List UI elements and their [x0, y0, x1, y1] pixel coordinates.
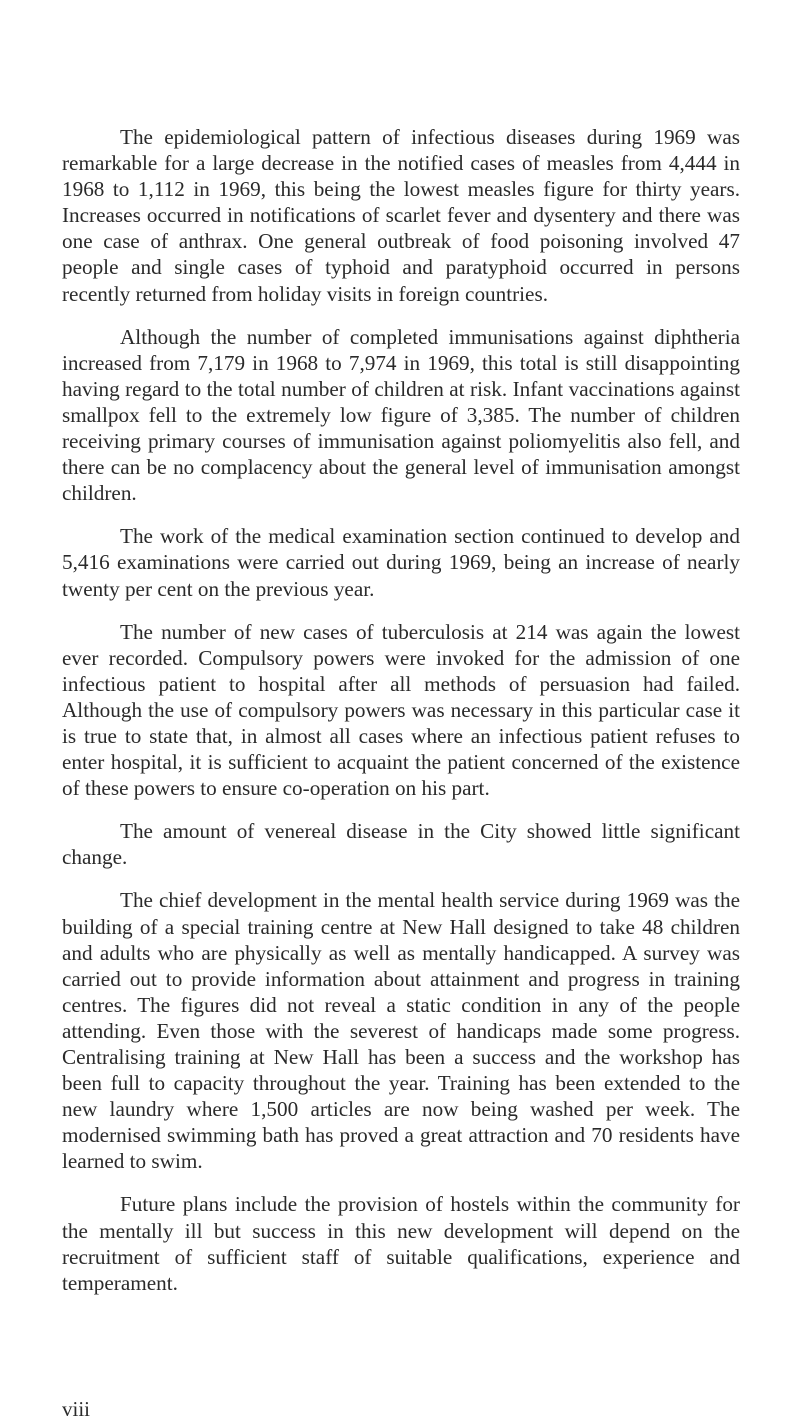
paragraph-infectious-diseases: The epidemiological pattern of infectious diseases during 1969 was remarkable for a large decrease in the notified cases of measles from 4,444 in 1968 to 1,112 in 1969, this being the lowest measles figure for thirty years. Increases occurred in notifications of scarlet fever and dysentery and there was one case of anthrax. One general outbreak of food poisoning involved 47 people and single cases of typhoid and paratyphoid occurred in persons recently returned from holiday visits in foreign countries. — [62, 125, 740, 306]
paragraph-tuberculosis: The number of new cases of tuberculosis at 214 was again the lowest ever recorded. Compulsory powers were invoked for the admission of one infectious patient to hospital after all methods of persuasion had failed. Although the use of compulsory powers was necessary in this particular case it is true to state that, in almost all cases where an infectious patient refuses to enter hospital, it is sufficient to acquaint the patient concerned of the existence of these powers to ensure co-operation on his part. — [62, 619, 740, 801]
paragraph-medical-examination: The work of the medical examination section continued to develop and 5,416 examinations were carried out during 1969, being an increase of nearly twenty per cent on the previous year. — [62, 524, 740, 601]
document-page — [62, 124, 740, 1313]
paragraph-venereal-disease: The amount of venereal disease in the City showed little significant change. — [62, 819, 740, 870]
page-number: viii — [62, 1397, 91, 1421]
paragraph-mental-health: The chief development in the mental health service during 1969 was the building of a special training centre at New Hall designed to take 48 children and adults who are physically as well as mentally handicapped. A survey was carried out to provide information about attainment and progress in training centres. The figures did not reveal a static condition in any of the people attending. Even those with the severest of handicaps made some progress. Centralising training at New Hall has been a success and the workshop has been full to capacity throughout the year. Training has been extended to the new laundry where 1,500 articles are now being washed per week. The modernised swimming bath has proved a great attraction and 70 residents have learned to swim. — [62, 888, 740, 1174]
paragraph-immunisation: Although the number of completed immunisations against diphtheria increased from 7,179 in 1968 to 7,974 in 1969, this total is still disappointing having regard to the total number of children at risk. Infant vaccinations against smallpox fell to the extremely low figure of 3,385. The number of children receiving primary courses of immunisation against poliomyelitis also fell, and there can be no complacency about the general level of immunisation amongst children. — [62, 324, 740, 506]
paragraph-future-plans: Future plans include the provision of hostels within the community for the mentally ill but success in this new development will depend on the recruitment of sufficient staff of suitable qualifications, experience and temperament. — [62, 1192, 740, 1295]
